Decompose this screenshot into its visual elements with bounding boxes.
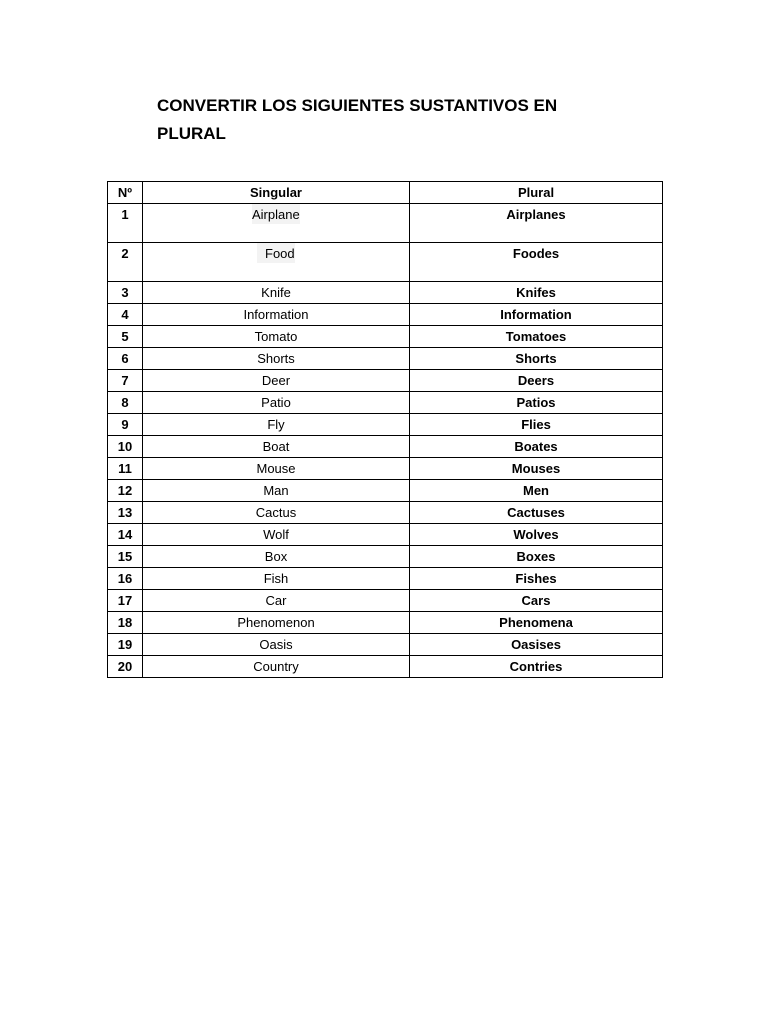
row-number: 6 — [108, 348, 143, 370]
row-singular: Boat — [143, 436, 410, 458]
table-row — [108, 326, 663, 348]
row-singular: Car — [143, 590, 410, 612]
row-plural: Tomatoes — [410, 326, 663, 348]
row-plural: Cars — [410, 590, 663, 612]
table-row — [108, 282, 663, 304]
row-number: 18 — [108, 612, 143, 634]
row-singular — [143, 204, 410, 243]
table-row — [108, 414, 663, 436]
row-number: 2 — [108, 243, 143, 282]
table-row — [108, 348, 663, 370]
row-singular: Wolf — [143, 524, 410, 546]
table-row — [108, 502, 663, 524]
table-row — [108, 546, 663, 568]
header-plural: Plural — [410, 182, 663, 204]
table-row — [108, 458, 663, 480]
row-singular: Fly — [143, 414, 410, 436]
row-number: 16 — [108, 568, 143, 590]
row-plural: Patios — [410, 392, 663, 414]
row-number: 15 — [108, 546, 143, 568]
row-plural: Phenomena — [410, 612, 663, 634]
row-singular: Patio — [143, 392, 410, 414]
table-header-row — [108, 182, 663, 204]
row-singular — [143, 243, 410, 282]
row-singular: Mouse — [143, 458, 410, 480]
row-plural: Shorts — [410, 348, 663, 370]
header-number: Nº — [108, 182, 143, 204]
row-singular: Shorts — [143, 348, 410, 370]
table-row — [108, 590, 663, 612]
row-number: 5 — [108, 326, 143, 348]
row-number: 4 — [108, 304, 143, 326]
row-plural: Oasises — [410, 634, 663, 656]
table-row — [108, 524, 663, 546]
table-row — [108, 436, 663, 458]
row-number: 10 — [108, 436, 143, 458]
row-singular-text: Food — [257, 243, 295, 263]
row-singular: Fish — [143, 568, 410, 590]
row-number: 20 — [108, 656, 143, 678]
row-number: 8 — [108, 392, 143, 414]
row-plural: Mouses — [410, 458, 663, 480]
row-singular: Knife — [143, 282, 410, 304]
row-number: 14 — [108, 524, 143, 546]
table-row — [108, 634, 663, 656]
row-plural: Wolves — [410, 524, 663, 546]
row-singular: Deer — [143, 370, 410, 392]
row-plural: Deers — [410, 370, 663, 392]
row-number: 12 — [108, 480, 143, 502]
nouns-table — [107, 181, 663, 678]
row-plural: Cactuses — [410, 502, 663, 524]
row-plural: Flies — [410, 414, 663, 436]
row-number: 11 — [108, 458, 143, 480]
page-title: CONVERTIR LOS SIGUIENTES SUSTANTIVOS EN PLURAL — [157, 96, 558, 143]
table-row — [108, 370, 663, 392]
row-number: 3 — [108, 282, 143, 304]
row-singular: Country — [143, 656, 410, 678]
table-row — [108, 568, 663, 590]
row-singular: Box — [143, 546, 410, 568]
table-row — [108, 480, 663, 502]
row-plural: Knifes — [410, 282, 663, 304]
row-plural: Foodes — [410, 243, 663, 282]
row-plural: Contries — [410, 656, 663, 678]
header-singular: Singular — [143, 182, 410, 204]
row-number: 1 — [108, 204, 143, 243]
row-singular: Tomato — [143, 326, 410, 348]
row-plural: Boates — [410, 436, 663, 458]
table-row — [108, 612, 663, 634]
row-plural: Airplanes — [410, 204, 663, 243]
row-singular: Oasis — [143, 634, 410, 656]
table-row — [108, 656, 663, 678]
row-plural: Boxes — [410, 546, 663, 568]
row-plural: Men — [410, 480, 663, 502]
row-number: 19 — [108, 634, 143, 656]
row-singular: Phenomenon — [143, 612, 410, 634]
row-number: 9 — [108, 414, 143, 436]
row-singular-text: Airplane — [252, 204, 300, 224]
row-singular: Information — [143, 304, 410, 326]
row-number: 7 — [108, 370, 143, 392]
table-row — [108, 392, 663, 414]
table-row — [108, 243, 663, 282]
row-number: 13 — [108, 502, 143, 524]
row-number: 17 — [108, 590, 143, 612]
row-singular: Man — [143, 480, 410, 502]
row-singular: Cactus — [143, 502, 410, 524]
row-plural: Fishes — [410, 568, 663, 590]
row-plural: Information — [410, 304, 663, 326]
table-row — [108, 204, 663, 243]
table-row — [108, 304, 663, 326]
